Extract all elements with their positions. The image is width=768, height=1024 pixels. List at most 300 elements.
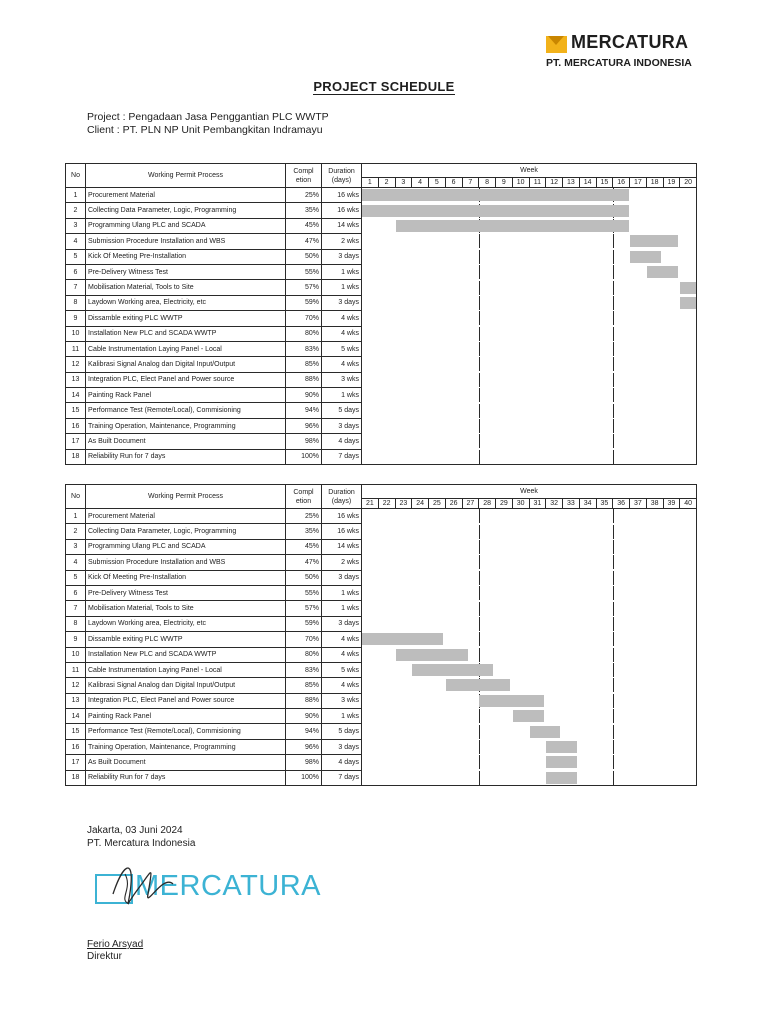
task-number: 14: [66, 388, 86, 403]
task-name: As Built Document: [86, 755, 286, 770]
task-name: Performance Test (Remote/Local), Commisioning: [86, 724, 286, 739]
task-name: Submission Procedure Installation and WBS: [86, 555, 286, 570]
gantt-cell: [362, 388, 697, 403]
week-gridline: [479, 571, 480, 585]
task-name: Cable Instrumentation Laying Panel - Local: [86, 662, 286, 677]
table-row: [66, 341, 697, 356]
task-duration: 16 wks: [322, 203, 362, 218]
task-completion: 85%: [286, 678, 322, 693]
task-duration: 4 wks: [322, 647, 362, 662]
week-gridline: [479, 617, 480, 631]
gantt-bar: [680, 282, 696, 294]
task-name: Kalibrasi Signal Analog dan Digital Input/Output: [86, 678, 286, 693]
table-row: [66, 264, 697, 279]
task-number: 11: [66, 662, 86, 677]
week-gridline: [479, 771, 480, 785]
task-duration: 2 wks: [322, 234, 362, 249]
task-duration: 1 wks: [322, 709, 362, 724]
col-header-week: Week: [362, 164, 697, 178]
task-completion: 83%: [286, 341, 322, 356]
task-name: Mobilisation Material, Tools to Site: [86, 280, 286, 295]
task-name: Programming Ulang PLC and SCADA: [86, 218, 286, 233]
week-number: 12: [546, 178, 563, 188]
gantt-cell: [362, 724, 697, 739]
task-completion: 94%: [286, 403, 322, 418]
task-number: 7: [66, 280, 86, 295]
table-row: [66, 311, 697, 326]
task-duration: 5 wks: [322, 662, 362, 677]
table-row: [66, 739, 697, 754]
task-completion: 96%: [286, 739, 322, 754]
gantt-cell: [362, 326, 697, 341]
week-gridline: [613, 555, 614, 569]
gantt-bar: [513, 710, 544, 722]
gantt-cell: [362, 203, 697, 218]
week-number: 34: [579, 499, 596, 509]
week-number: 22: [378, 499, 395, 509]
task-completion: 25%: [286, 509, 322, 524]
task-completion: 57%: [286, 601, 322, 616]
col-header-week: Week: [362, 485, 697, 499]
week-gridline: [613, 373, 614, 387]
table-row: [66, 524, 697, 539]
week-number: 33: [563, 499, 580, 509]
week-gridline: [613, 586, 614, 600]
task-name: Painting Rack Panel: [86, 388, 286, 403]
gantt-bar: [412, 664, 493, 676]
task-duration: 3 wks: [322, 372, 362, 387]
col-header-process: Working Permit Process: [86, 485, 286, 509]
week-gridline: [613, 434, 614, 448]
task-number: 11: [66, 341, 86, 356]
gantt-cell: [362, 509, 697, 524]
week-number: 35: [596, 499, 613, 509]
week-gridline: [613, 694, 614, 708]
gantt-cell: [362, 647, 697, 662]
gantt-cell: [362, 539, 697, 554]
task-number: 2: [66, 524, 86, 539]
task-completion: 50%: [286, 570, 322, 585]
table-row: [66, 647, 697, 662]
task-number: 13: [66, 372, 86, 387]
table-row: [66, 770, 697, 785]
week-gridline: [613, 525, 614, 539]
week-number: 38: [646, 499, 663, 509]
week-gridline: [613, 250, 614, 264]
task-number: 13: [66, 693, 86, 708]
task-duration: 14 wks: [322, 539, 362, 554]
week-number: 14: [579, 178, 596, 188]
stamp-text: MERCATURA: [135, 870, 322, 902]
task-name: Reliability Run for 7 days: [86, 770, 286, 785]
gantt-cell: [362, 770, 697, 785]
signature-icon: [103, 854, 183, 914]
col-header-completion: [286, 164, 322, 188]
task-number: 4: [66, 234, 86, 249]
gantt-cell: [362, 264, 697, 279]
task-duration: 14 wks: [322, 218, 362, 233]
task-duration: 2 wks: [322, 555, 362, 570]
week-gridline: [479, 434, 480, 448]
task-name: Submission Procedure Installation and WBS: [86, 234, 286, 249]
task-duration: 1 wks: [322, 280, 362, 295]
week-number: 10: [512, 178, 529, 188]
gantt-cell: [362, 632, 697, 647]
gantt-cell: [362, 739, 697, 754]
signer-name: Ferio Arsyad: [87, 939, 144, 950]
gantt-cell: [362, 372, 697, 387]
task-duration: 4 wks: [322, 678, 362, 693]
table-row: [66, 295, 697, 310]
task-number: 16: [66, 739, 86, 754]
table-row: [66, 388, 697, 403]
week-gridline: [479, 755, 480, 769]
table-row: [66, 357, 697, 372]
week-gridline: [613, 617, 614, 631]
week-number: 17: [630, 178, 647, 188]
gantt-cell: [362, 555, 697, 570]
gantt-cell: [362, 280, 697, 295]
completion-header-line2: etion: [295, 497, 312, 505]
schedule-table-1: [65, 163, 697, 465]
week-gridline: [613, 419, 614, 433]
week-gridline: [613, 404, 614, 418]
col-header-duration: [322, 485, 362, 509]
gantt-bar: [530, 726, 561, 738]
task-number: 8: [66, 616, 86, 631]
task-name: Painting Rack Panel: [86, 709, 286, 724]
gantt-bar: [362, 633, 443, 645]
task-duration: 7 days: [322, 449, 362, 464]
task-name: Mobilisation Material, Tools to Site: [86, 601, 286, 616]
gantt-bar: [546, 756, 577, 768]
table-row: [66, 418, 697, 433]
col-header-duration: [322, 164, 362, 188]
task-completion: 47%: [286, 234, 322, 249]
task-name: Reliability Run for 7 days: [86, 449, 286, 464]
table-row: [66, 693, 697, 708]
gantt-cell: [362, 357, 697, 372]
place-date: Jakarta, 03 Juni 2024: [87, 825, 183, 836]
gantt-cell: [362, 678, 697, 693]
task-number: 18: [66, 449, 86, 464]
task-duration: 3 days: [322, 616, 362, 631]
week-number: 6: [445, 178, 462, 188]
week-number: 7: [462, 178, 479, 188]
task-name: Performance Test (Remote/Local), Commisioning: [86, 403, 286, 418]
task-number: 4: [66, 555, 86, 570]
week-gridline: [479, 540, 480, 554]
table-row: [66, 249, 697, 264]
week-number: 24: [412, 499, 429, 509]
col-header-no: No: [66, 485, 86, 509]
gantt-bar: [479, 695, 543, 707]
week-number: 15: [596, 178, 613, 188]
task-completion: 96%: [286, 418, 322, 433]
task-duration: 5 days: [322, 724, 362, 739]
task-name: Procurement Material: [86, 509, 286, 524]
schedule-table-2: [65, 484, 697, 786]
table-row: [66, 403, 697, 418]
gantt-cell: [362, 449, 697, 464]
gantt-bar: [630, 251, 661, 263]
week-gridline: [613, 388, 614, 402]
week-gridline: [613, 342, 614, 356]
task-name: Integration PLC, Elect Panel and Power source: [86, 693, 286, 708]
week-number: 23: [395, 499, 412, 509]
task-duration: 4 days: [322, 755, 362, 770]
gantt-cell: [362, 295, 697, 310]
task-number: 9: [66, 632, 86, 647]
client-line: Client : PT. PLN NP Unit Pembangkitan Indramayu: [87, 124, 323, 136]
task-completion: 55%: [286, 585, 322, 600]
week-gridline: [479, 388, 480, 402]
week-gridline: [613, 663, 614, 677]
task-duration: 4 wks: [322, 357, 362, 372]
table-row: [66, 203, 697, 218]
week-gridline: [613, 509, 614, 523]
week-number: 40: [680, 499, 697, 509]
task-duration: 1 wks: [322, 388, 362, 403]
week-gridline: [613, 234, 614, 248]
task-number: 7: [66, 601, 86, 616]
task-duration: 16 wks: [322, 524, 362, 539]
week-gridline: [613, 281, 614, 295]
col-header-no: No: [66, 164, 86, 188]
gantt-cell: [362, 601, 697, 616]
week-gridline: [479, 234, 480, 248]
task-number: 12: [66, 357, 86, 372]
week-number: 28: [479, 499, 496, 509]
task-number: 6: [66, 585, 86, 600]
table-row: [66, 280, 697, 295]
task-duration: 3 days: [322, 570, 362, 585]
week-gridline: [479, 648, 480, 662]
week-number: 20: [680, 178, 697, 188]
week-gridline: [479, 509, 480, 523]
week-gridline: [479, 525, 480, 539]
task-name: Laydown Working area, Electricity, etc: [86, 616, 286, 631]
task-completion: 59%: [286, 295, 322, 310]
week-gridline: [479, 342, 480, 356]
task-completion: 45%: [286, 218, 322, 233]
gantt-cell: [362, 709, 697, 724]
week-gridline: [613, 311, 614, 325]
week-gridline: [479, 725, 480, 739]
task-number: 17: [66, 755, 86, 770]
week-gridline: [479, 404, 480, 418]
completion-header-line1: Compl: [293, 488, 314, 496]
task-number: 3: [66, 218, 86, 233]
week-gridline: [613, 771, 614, 785]
task-completion: 88%: [286, 372, 322, 387]
task-name: Cable Instrumentation Laying Panel - Local: [86, 341, 286, 356]
gantt-bar: [546, 772, 577, 784]
task-number: 15: [66, 403, 86, 418]
project-line: Project : Pengadaan Jasa Penggantian PLC WWTP: [87, 111, 329, 123]
task-number: 10: [66, 326, 86, 341]
table-row: [66, 509, 697, 524]
gantt-cell: [362, 662, 697, 677]
week-number: 31: [529, 499, 546, 509]
task-name: Procurement Material: [86, 188, 286, 203]
task-completion: 98%: [286, 434, 322, 449]
gantt-cell: [362, 524, 697, 539]
task-name: Dissamble exiting PLC WWTP: [86, 632, 286, 647]
task-duration: 3 days: [322, 249, 362, 264]
task-duration: 4 wks: [322, 632, 362, 647]
week-number: 21: [362, 499, 379, 509]
task-duration: 3 days: [322, 418, 362, 433]
week-gridline: [479, 450, 480, 464]
task-name: Collecting Data Parameter, Logic, Programming: [86, 524, 286, 539]
table-row: [66, 218, 697, 233]
table-row: [66, 601, 697, 616]
week-number: 9: [496, 178, 513, 188]
week-gridline: [479, 419, 480, 433]
task-name: As Built Document: [86, 434, 286, 449]
week-gridline: [613, 357, 614, 371]
week-gridline: [479, 602, 480, 616]
week-number: 36: [613, 499, 630, 509]
task-number: 3: [66, 539, 86, 554]
task-number: 1: [66, 188, 86, 203]
task-duration: 16 wks: [322, 509, 362, 524]
task-duration: 3 days: [322, 739, 362, 754]
col-header-completion: [286, 485, 322, 509]
table-row: [66, 372, 697, 387]
week-gridline: [613, 648, 614, 662]
task-completion: 57%: [286, 280, 322, 295]
task-duration: 16 wks: [322, 188, 362, 203]
week-gridline: [479, 311, 480, 325]
week-gridline: [479, 296, 480, 310]
task-duration: 7 days: [322, 770, 362, 785]
week-gridline: [479, 327, 480, 341]
task-name: Kick Of Meeting Pre-Installation: [86, 249, 286, 264]
week-gridline: [613, 540, 614, 554]
gantt-cell: [362, 249, 697, 264]
gantt-cell: [362, 218, 697, 233]
week-number: 37: [630, 499, 647, 509]
col-header-process: Working Permit Process: [86, 164, 286, 188]
task-name: Pre-Delivery Witness Test: [86, 585, 286, 600]
task-completion: 83%: [286, 662, 322, 677]
task-number: 9: [66, 311, 86, 326]
task-number: 5: [66, 570, 86, 585]
task-number: 18: [66, 770, 86, 785]
table-row: [66, 570, 697, 585]
task-name: Training Operation, Maintenance, Programming: [86, 739, 286, 754]
task-duration: 4 wks: [322, 326, 362, 341]
gantt-cell: [362, 434, 697, 449]
completion-header-line2: etion: [295, 176, 312, 184]
task-number: 17: [66, 434, 86, 449]
gantt-bar: [630, 235, 678, 247]
week-number: 26: [445, 499, 462, 509]
task-completion: 100%: [286, 770, 322, 785]
task-completion: 94%: [286, 724, 322, 739]
task-name: Installation New PLC and SCADA WWTP: [86, 647, 286, 662]
week-gridline: [479, 357, 480, 371]
task-name: Dissamble exiting PLC WWTP: [86, 311, 286, 326]
week-gridline: [613, 571, 614, 585]
task-duration: 3 days: [322, 295, 362, 310]
task-name: Kalibrasi Signal Analog dan Digital Input/Output: [86, 357, 286, 372]
task-name: Programming Ulang PLC and SCADA: [86, 539, 286, 554]
gantt-bar: [647, 266, 678, 278]
task-completion: 98%: [286, 755, 322, 770]
gantt-bar: [446, 679, 510, 691]
gantt-cell: [362, 585, 697, 600]
task-completion: 25%: [286, 188, 322, 203]
task-number: 14: [66, 709, 86, 724]
week-gridline: [479, 740, 480, 754]
table-row: [66, 616, 697, 631]
task-completion: 90%: [286, 388, 322, 403]
task-completion: 47%: [286, 555, 322, 570]
week-number: 32: [546, 499, 563, 509]
task-number: 8: [66, 295, 86, 310]
gantt-bar: [546, 741, 577, 753]
week-gridline: [479, 586, 480, 600]
table-row: [66, 188, 697, 203]
task-duration: 1 wks: [322, 264, 362, 279]
week-number: 5: [429, 178, 446, 188]
week-gridline: [479, 250, 480, 264]
task-completion: 55%: [286, 264, 322, 279]
task-duration: 4 days: [322, 434, 362, 449]
week-number: 11: [529, 178, 546, 188]
week-gridline: [613, 327, 614, 341]
week-gridline: [613, 602, 614, 616]
signer-role: Direktur: [87, 951, 123, 962]
task-completion: 59%: [286, 616, 322, 631]
completion-header-line1: Compl: [293, 167, 314, 175]
week-number: 16: [613, 178, 630, 188]
table-row: [66, 449, 697, 464]
week-number: 1: [362, 178, 379, 188]
table-row: [66, 539, 697, 554]
week-gridline: [613, 632, 614, 646]
week-gridline: [479, 555, 480, 569]
mercatura-logo-icon: [546, 36, 567, 53]
gantt-bar: [362, 189, 629, 201]
week-number: 13: [563, 178, 580, 188]
week-number: 3: [395, 178, 412, 188]
task-completion: 45%: [286, 539, 322, 554]
task-number: 15: [66, 724, 86, 739]
week-gridline: [613, 265, 614, 279]
gantt-bar: [680, 297, 696, 309]
gantt-cell: [362, 616, 697, 631]
duration-header-line2: (days): [331, 497, 352, 505]
task-completion: 35%: [286, 524, 322, 539]
task-number: 5: [66, 249, 86, 264]
task-completion: 100%: [286, 449, 322, 464]
task-completion: 70%: [286, 632, 322, 647]
task-number: 2: [66, 203, 86, 218]
gantt-cell: [362, 341, 697, 356]
week-number: 39: [663, 499, 680, 509]
task-completion: 50%: [286, 249, 322, 264]
week-gridline: [613, 450, 614, 464]
week-gridline: [479, 265, 480, 279]
table-row: [66, 555, 697, 570]
task-duration: 1 wks: [322, 585, 362, 600]
week-gridline: [479, 632, 480, 646]
task-name: Pre-Delivery Witness Test: [86, 264, 286, 279]
